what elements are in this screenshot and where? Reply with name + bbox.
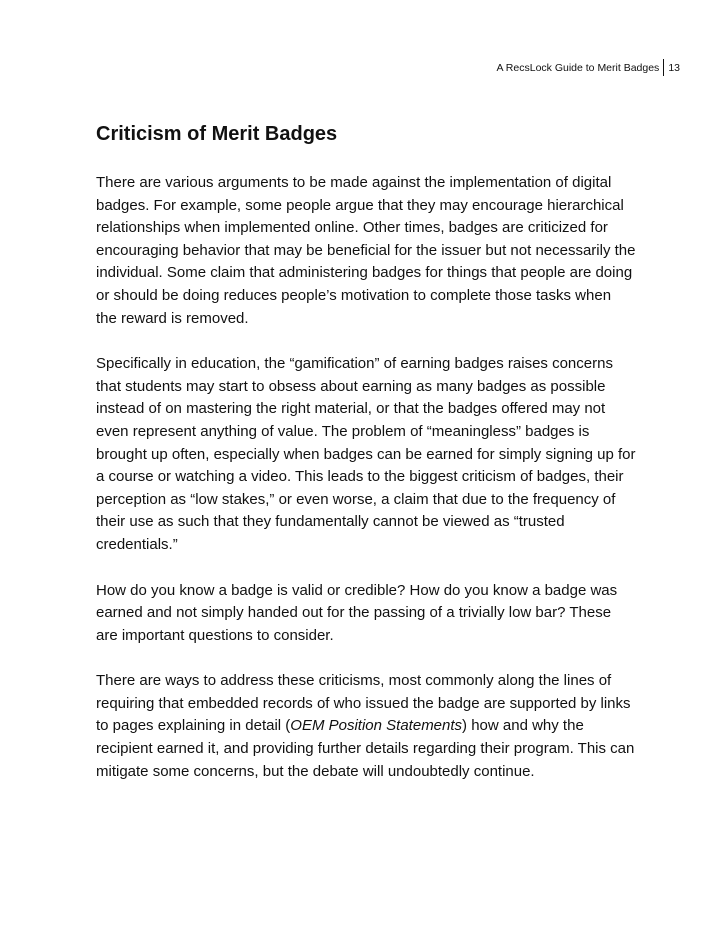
paragraph-4-text-before: There are ways to address these criticisms, most commonly along the lines of requiring that embedded records of who issued the badge are supported by links to pages explaining in detail (: [96, 672, 631, 735]
page-number: 13: [668, 61, 680, 74]
paragraph-2: Specifically in education, the “gamification” of earning badges raises concerns that students may start to obsess about earning as many badges as possible instead of on mastering the right material, or that the badges offered may not even represent anything of value. The problem of “meaningless” badges is brought up often, especially when badges can be earned for simply signing up for a course or watching a video. This leads to the biggest criticism of badges, their perception as “low stakes,” or even worse, a claim that due to the frequency of their use as such that they fundamentally cannot be viewed as “trusted credentials.”: [96, 355, 636, 553]
running-title: A RecsLock Guide to Merit Badges: [496, 61, 660, 74]
page-content: [96, 120, 636, 806]
paragraph-4: [96, 670, 636, 783]
oem-position-statements-emphasis: OEM Position Statements: [290, 717, 463, 735]
section-title: Criticism of Merit Badges: [96, 123, 338, 145]
page-header: [496, 59, 680, 76]
paragraph-4-text-after: ) how and why the recipient earned it, and providing further details regarding their program. This can mitigate some concerns, but the debate will undoubtedly continue.: [96, 717, 635, 780]
paragraph-3: How do you know a badge is valid or credible? How do you know a badge was earned and not simply handed out for the passing of a trivially low bar? These are important questions to consider.: [96, 581, 618, 644]
paragraph-1: There are various arguments to be made against the implementation of digital badges. For example, some people argue that they may encourage hierarchical relationships when implemented online. Other times, badges are criticized for encouraging behavior that may be beneficial for the issuer but not necessarily the individual. Some claim that administering badges for things that people are doing or should be doing reduces people’s motivation to complete those tasks when the reward is removed.: [96, 174, 636, 327]
header-divider: [663, 59, 664, 76]
